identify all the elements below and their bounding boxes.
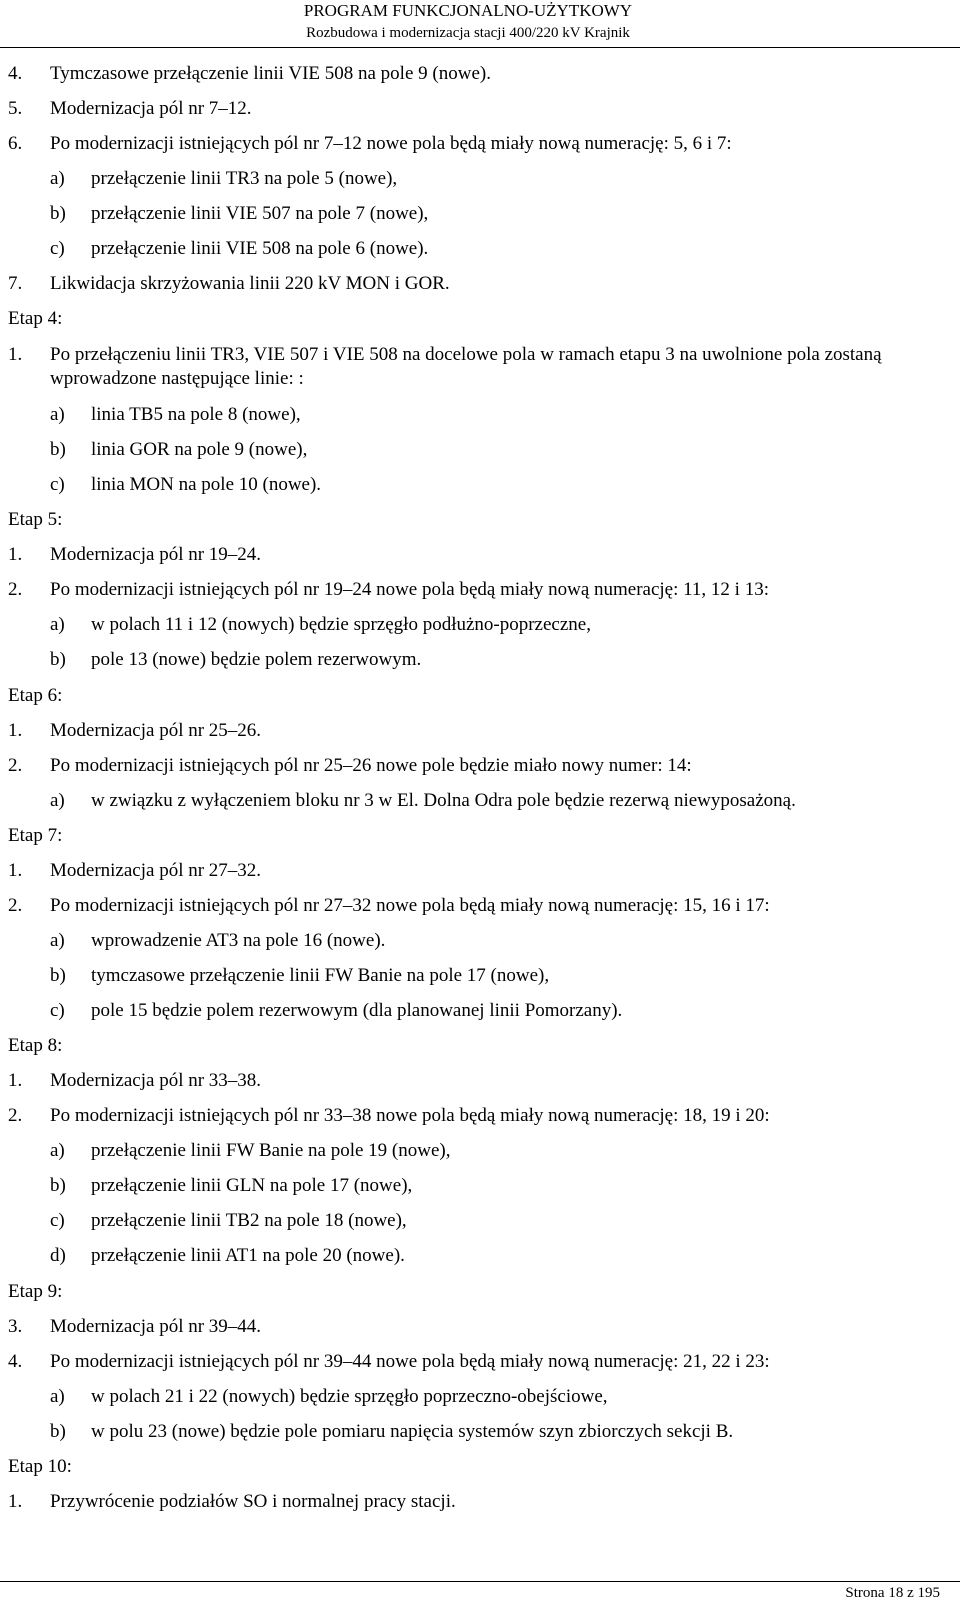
- sub-list-marker: b): [50, 649, 66, 670]
- list-text: Modernizacja pól nr 39–44.: [50, 1316, 262, 1337]
- stage-label: Etap 9:: [8, 1281, 63, 1302]
- sub-list-marker: c): [50, 238, 65, 259]
- sub-list-text: przełączenie linii AT1 na pole 20 (nowe).: [91, 1245, 405, 1266]
- list-number: 3.: [8, 1316, 23, 1337]
- list-number: 1.: [8, 544, 23, 565]
- list-text: Po przełączeniu linii TR3, VIE 507 i VIE 508 na docelowe pola w ramach etapu 3 na uwolnione pola zostaną wprowadzone następujące linie: :: [50, 344, 882, 389]
- list-number: 2.: [8, 755, 23, 776]
- sub-list-text: przełączenie linii VIE 508 na pole 6 (nowe).: [91, 238, 429, 259]
- list-number: 1.: [8, 344, 23, 365]
- footer-divider: [0, 1581, 960, 1582]
- stage-label: Etap 7:: [8, 825, 63, 846]
- sub-list-text: linia TB5 na pole 8 (nowe),: [91, 404, 301, 425]
- sub-list-text: w polach 11 i 12 (nowych) będzie sprzęgło podłużno-poprzeczne,: [91, 614, 591, 635]
- sub-list-marker: b): [50, 965, 66, 986]
- stage-label: Etap 8:: [8, 1035, 63, 1056]
- sub-list-marker: d): [50, 1245, 66, 1266]
- list-number: 2.: [8, 895, 23, 916]
- sub-list-marker: c): [50, 474, 65, 495]
- page-header: [268, 0, 668, 43]
- list-text: Modernizacja pól nr 33–38.: [50, 1070, 262, 1091]
- stage-label: Etap 10:: [8, 1456, 72, 1477]
- sub-list-text: w polach 21 i 22 (nowych) będzie sprzęgło poprzeczno-obejściowe,: [91, 1386, 608, 1407]
- header-title: PROGRAM FUNKCJONALNO-UŻYTKOWY: [303, 1, 633, 20]
- sub-list-marker: b): [50, 439, 66, 460]
- page-number: Strona 18 z 195: [845, 1585, 940, 1601]
- sub-list-text: przełączenie linii GLN na pole 17 (nowe),: [91, 1175, 413, 1196]
- sub-list-text: linia GOR na pole 9 (nowe),: [91, 439, 308, 460]
- list-text: Po modernizacji istniejących pól nr 39–44 nowe pola będą miały nową numerację: 21, 22 i 23:: [50, 1351, 770, 1372]
- list-text: Modernizacja pól nr 27–32.: [50, 860, 262, 881]
- list-text: Tymczasowe przełączenie linii VIE 508 na pole 9 (nowe).: [50, 63, 491, 84]
- list-number: 2.: [8, 1105, 23, 1126]
- sub-list-marker: a): [50, 1386, 65, 1407]
- stage-label: Etap 5:: [8, 509, 63, 530]
- list-text: Po modernizacji istniejących pól nr 25–26 nowe pole będzie miało nowy numer: 14:: [50, 755, 692, 776]
- sub-list-marker: b): [50, 1175, 66, 1196]
- list-text: Po modernizacji istniejących pól nr 33–38 nowe pola będą miały nową numerację: 18, 19 i 20:: [50, 1105, 770, 1126]
- sub-list-marker: c): [50, 1000, 65, 1021]
- sub-list-marker: a): [50, 404, 65, 425]
- sub-list-marker: b): [50, 1421, 66, 1442]
- stage-label: Etap 6:: [8, 685, 63, 706]
- list-text: Po modernizacji istniejących pól nr 27–32 nowe pola będą miały nową numerację: 15, 16 i 17:: [50, 895, 770, 916]
- sub-list-marker: a): [50, 168, 65, 189]
- sub-list-text: wprowadzenie AT3 na pole 16 (nowe).: [91, 930, 386, 951]
- list-text: Po modernizacji istniejących pól nr 19–24 nowe pola będą miały nową numerację: 11, 12 i 13:: [50, 579, 769, 600]
- list-number: 1.: [8, 860, 23, 881]
- list-text: Likwidacja skrzyżowania linii 220 kV MON i GOR.: [50, 273, 450, 294]
- sub-list-text: pole 15 będzie polem rezerwowym (dla planowanej linii Pomorzany).: [91, 1000, 623, 1021]
- sub-list-marker: c): [50, 1210, 65, 1231]
- list-number: 5.: [8, 98, 23, 119]
- list-number: 1.: [8, 720, 23, 741]
- stage-label: Etap 4:: [8, 308, 63, 329]
- list-number: 1.: [8, 1070, 23, 1091]
- header-subtitle: Rozbudowa i modernizacja stacji 400/220 kV Krajnik: [306, 25, 630, 41]
- sub-list-text: w polu 23 (nowe) będzie pole pomiaru napięcia systemów szyn zbiorczych sekcji B.: [91, 1421, 734, 1442]
- list-number: 4.: [8, 1351, 23, 1372]
- sub-list-text: przełączenie linii TB2 na pole 18 (nowe),: [91, 1210, 407, 1231]
- list-text: Modernizacja pól nr 7–12.: [50, 98, 252, 119]
- sub-list-text: przełączenie linii VIE 507 na pole 7 (nowe),: [91, 203, 429, 224]
- sub-list-marker: a): [50, 1140, 65, 1161]
- sub-list-marker: b): [50, 203, 66, 224]
- list-text: Modernizacja pól nr 19–24.: [50, 544, 262, 565]
- header-divider: [0, 47, 960, 48]
- list-text: Po modernizacji istniejących pól nr 7–12 nowe pola będą miały nową numerację: 5, 6 i 7:: [50, 133, 732, 154]
- list-text: Przywrócenie podziałów SO i normalnej pracy stacji.: [50, 1491, 456, 1512]
- list-number: 1.: [8, 1491, 23, 1512]
- sub-list-marker: a): [50, 790, 65, 811]
- list-text: Modernizacja pól nr 25–26.: [50, 720, 262, 741]
- sub-list-text: w związku z wyłączeniem bloku nr 3 w El. Dolna Odra pole będzie rezerwą niewyposażoną.: [91, 790, 796, 811]
- sub-list-text: tymczasowe przełączenie linii FW Banie na pole 17 (nowe),: [91, 965, 550, 986]
- list-number: 7.: [8, 273, 23, 294]
- sub-list-text: przełączenie linii FW Banie na pole 19 (nowe),: [91, 1140, 451, 1161]
- sub-list-text: pole 13 (nowe) będzie polem rezerwowym.: [91, 649, 422, 670]
- list-number: 6.: [8, 133, 23, 154]
- sub-list-marker: a): [50, 614, 65, 635]
- sub-list-text: linia MON na pole 10 (nowe).: [91, 474, 322, 495]
- list-number: 2.: [8, 579, 23, 600]
- sub-list-text: przełączenie linii TR3 na pole 5 (nowe),: [91, 168, 398, 189]
- list-number: 4.: [8, 63, 23, 84]
- sub-list-marker: a): [50, 930, 65, 951]
